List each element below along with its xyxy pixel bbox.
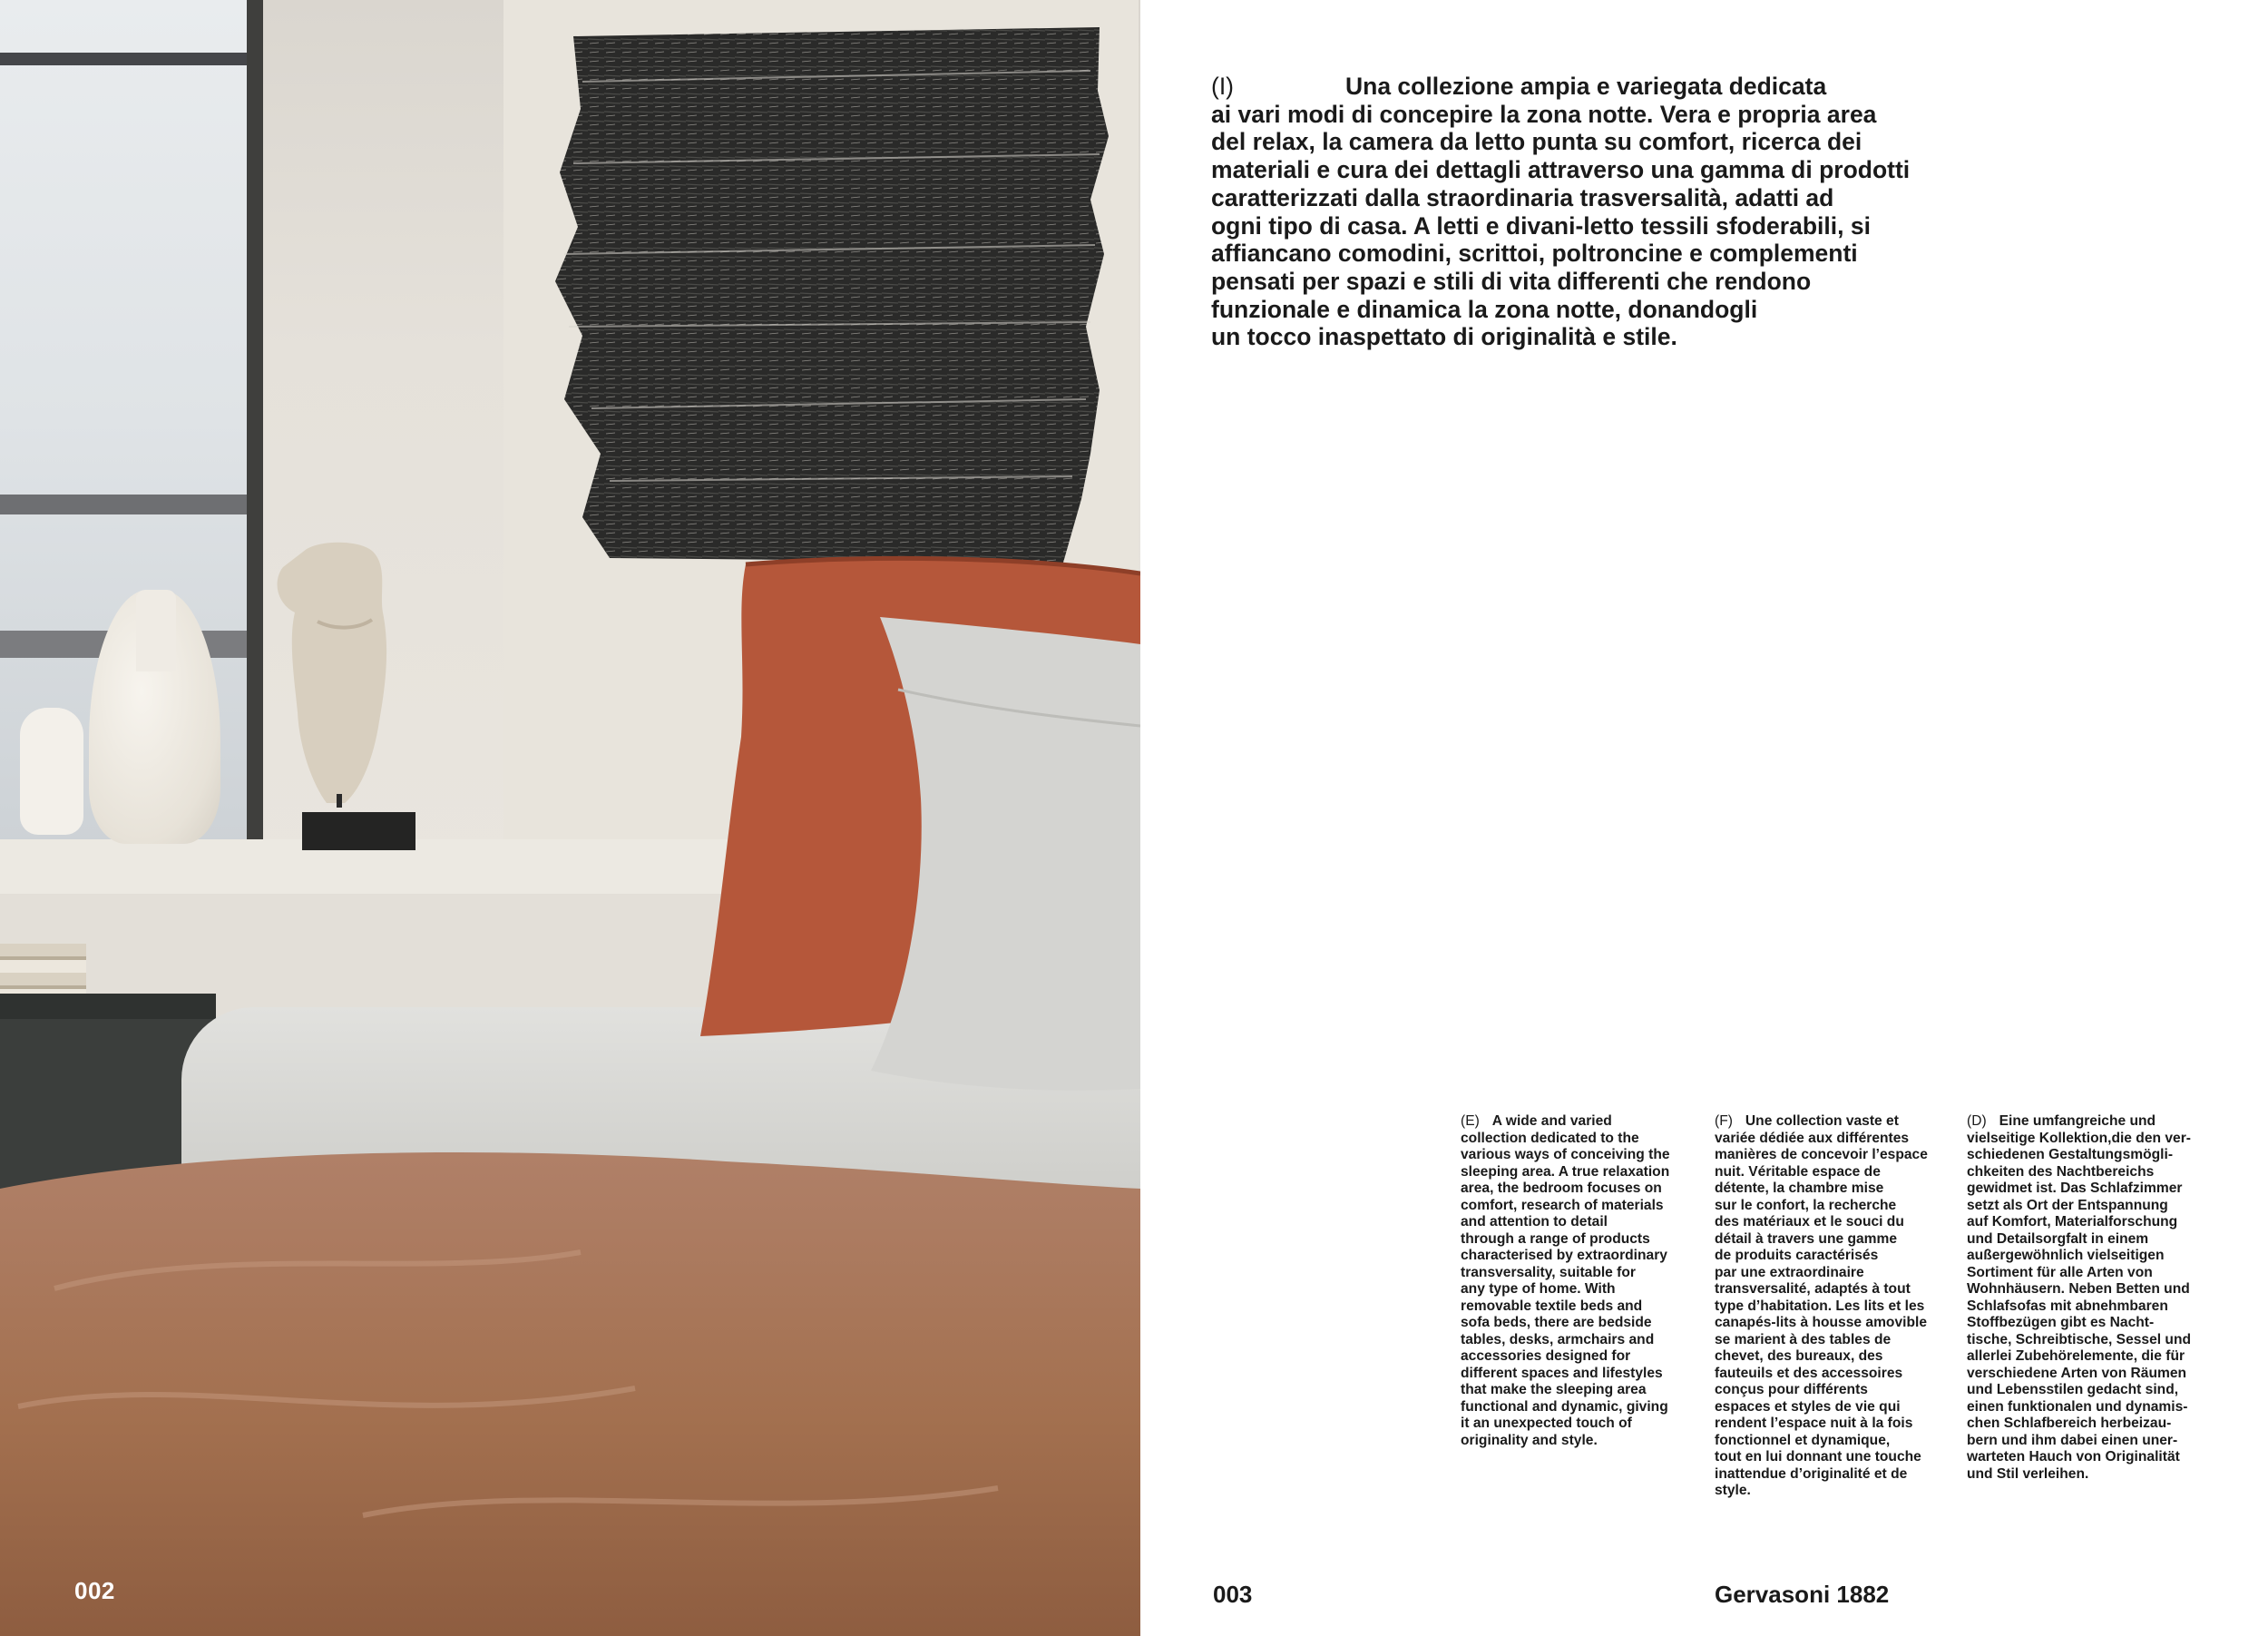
sculpture-base [302,812,415,850]
column-english [1461,1113,1701,1449]
window-frame [247,0,263,844]
knit-blanket [0,1134,1140,1636]
page-number-left: 002 [74,1577,115,1604]
column-french [1715,1113,1955,1500]
grey-linen-pillow [871,617,1140,1098]
intro-paragraph-italian [1211,73,2009,351]
english-marker: (E) [1461,1113,1480,1129]
column-german [1967,1113,2216,1483]
window-frame [0,53,247,65]
torso-sculpture [272,540,408,808]
small-vase [20,708,83,835]
english-text: A wide and varied collection dedicated to the various ways of conceiving the sleeping area. A true relaxation area, the bedroom focuses on comfort, research of materials and attention to detail through a range of products characterised by extraordinary transversality, suitable for any type of home. With removable textile beds and sofa beds, there are bedside tables, desks, armchairs and accessories designed for different spaces and lifestyles that make the sleeping area functional and dynamic, giving it an unexpected touch of originality and style. [1461,1113,1670,1448]
brand-name: Gervasoni 1882 [1715,1581,1890,1608]
french-marker: (F) [1715,1113,1733,1129]
intro-language-marker: (I) [1211,73,1235,100]
page-number-right: 003 [1213,1581,1253,1608]
window-blind-bar [0,495,247,514]
french-text: Une collection vaste et variée dédiée aux différentes manières de concevoir l’espace nuit. Véritable espace de détente, la chambre mise sur le confort, la recherche des matériaux et le souci du détail à travers une gamme de produits caractérisés par une extraordinaire transversalité, adaptés à tout type d’habitation. Les lits et les canapés-lits à housse amovible se marient à des tables de chevet, des bureaux, des fauteuils et des accessoires conçus pour différents espaces et styles de vie qui rendent l’espace nuit à la fois fonctionnel et dynamique, tout en lui donnant une touche inattendue d’originalité et de style. [1715,1113,1928,1498]
bedside-table-top [0,994,216,1019]
german-text: Eine umfangreiche und vielseitige Kollektion,die den ver- schiedenen Gestaltungsmögli- chkeiten des Nachtbereichs gewidmet ist. Das Schlafzimmer setzt als Ort der Entspannung auf Komfort, Materialforschung und Detailsorgfalt in einem außergewöhnlich vielseitigen Sortiment für alle Arten von Wohnhäusern. Neben Betten und Schlafsofas mit abnehmbaren Stoffbezügen gibt es Nacht- tische, Schreibtische, Sessel und allerlei Zubehörelemente, die für verschiedene Arten von Räumen und Lebensstilen gedacht sind, einen funktionalen und dynamis- chen Schlafbereich herbeizau- bern und ihm dabei einen uner- warteten Hauch von Originalität und Stil verleihen. [1967,1113,2191,1482]
vase-neck [136,590,176,671]
german-marker: (D) [1967,1113,1987,1129]
intro-text: Una collezione ampia e variegata dedicata ai vari modi di concepire la zona notte. Vera e propria area del relax, la camera da letto punta su comfort, ricerca dei materiali e cura dei dettagli attraverso una gamma di prodotti caratterizzati dalla straordinaria trasversalità, adatti ad ogni tipo di casa. A letti e divani-letto tessili sfoderabili, si affiancano comodini, scrittoi, poltroncine e complementi pensati per spazi e stili di vita differenti che rendono funzionale e dinamica la zona notte, donandogli un tocco inaspettato di originalità e stile. [1211,73,1911,351]
abstract-ink-artwork [555,27,1118,563]
